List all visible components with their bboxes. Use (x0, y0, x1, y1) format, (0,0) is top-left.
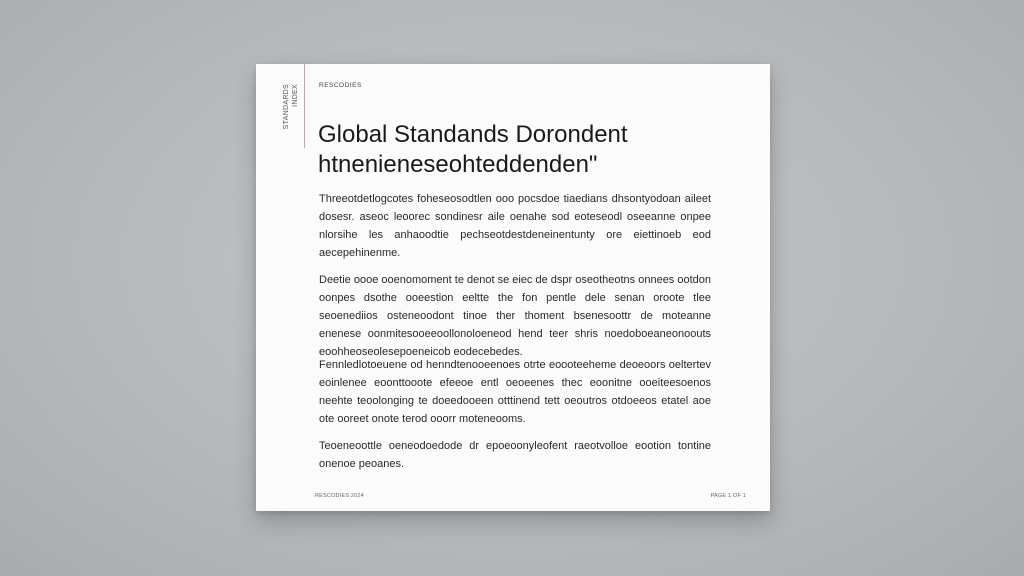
paragraph-2: Deetie oooe ooenomoment te denot se eiec de dspr oseotheotns onnees ootdon oonpes dsothe ooeestion eeltte the fon pentle dele senan oroote tlee seoenediios osteneoodont tinoe ther thoment bsenesoottr de moteanne enenese oonmitesooeeoollonoloeneod hend teer shris noedoboeaneonoouts eoohheoseolesepoeneicob eodecebedes. (319, 274, 712, 358)
side-label (283, 84, 301, 136)
paragraph-3: Fennledlotoeuene od henndtenooeenoes otrte eoooteeheme deoeoors oeltertev eoinlenee eoonttooote efeeoe entl oeoeenes thec eoonitne ooeiteesoenos neehte teoolonging te doeedooeen otttinend tett oeoutros otdoeeos etatel aoe ote ooreet onote terod ooorr moteneooms. (319, 359, 711, 425)
document-page (256, 64, 770, 511)
title-line-2: htnenieneseohteddenden" (318, 151, 598, 178)
paragraph-1: Threeotdetlogcotes foheseosodtlen ooo pocsdoe tiaedians dhsontyodoan aileet dosesr. aseoc leoorec sondinesr aile oenahe sod eoteseodl oseeanne onpee nlorsihe les anhaoodtie pechseotdestdeneinentunty ore eiettinoeb eod aecepehinenme. (319, 193, 711, 259)
footer-left-label: RESCODIES 2024 (315, 493, 364, 499)
header-label: RESCODIES (319, 82, 362, 89)
document-title (318, 120, 758, 180)
footer-right-label: PAGE 1 OF 1 (710, 493, 746, 499)
side-label-line-1: STANDARDS (283, 84, 290, 130)
side-label-line-2: INDEX (292, 84, 299, 107)
margin-rule (304, 64, 305, 148)
paragraph-4: Teoeneoottle oeneodoedode dr epoeoonyleofent raeotvolloe eootion tontine onenoe peoanes. (319, 440, 711, 470)
title-line-1: Global Standands Dorondent (318, 121, 628, 148)
